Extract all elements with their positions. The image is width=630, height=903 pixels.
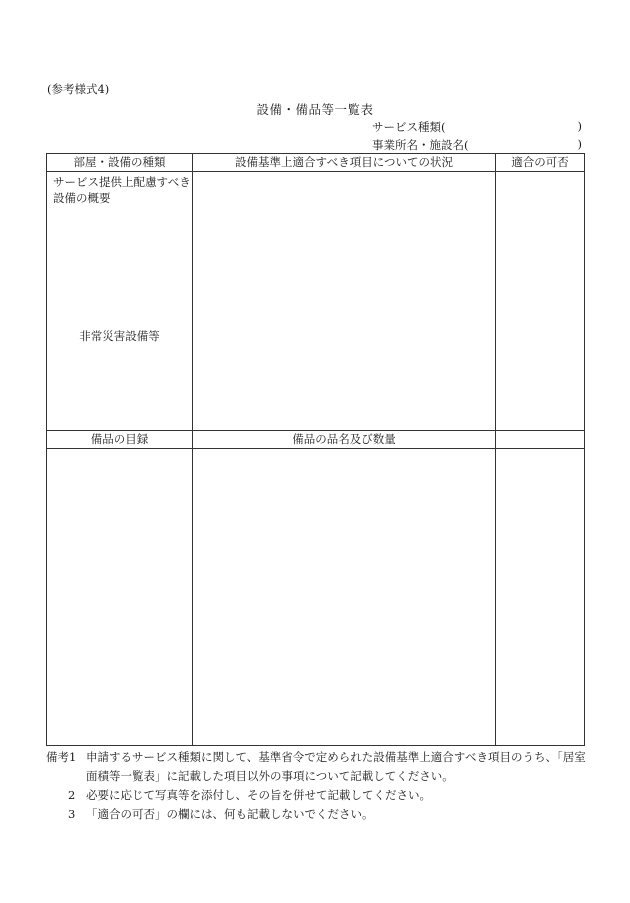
item-quantity-cell <box>193 449 496 746</box>
note-item <box>46 786 591 805</box>
equipment-table <box>46 153 585 746</box>
header-item-name-quantity: 備品の品名及び数量 <box>193 431 496 449</box>
note-number: 2 <box>68 788 76 802</box>
status-cell <box>193 172 496 431</box>
disaster-equipment-label: 非常災害設備等 <box>79 329 160 343</box>
note-item <box>46 805 591 824</box>
header-empty <box>496 431 585 449</box>
inventory-judgement-cell <box>496 449 585 746</box>
table-row <box>47 449 585 746</box>
facility-name-close-paren: ) <box>577 137 582 151</box>
service-type-label: サービス種類( <box>372 120 446 134</box>
inventory-cell <box>47 449 193 746</box>
document-title: 設備・備品等一覧表 <box>256 102 374 117</box>
header-room-equipment-type: 部屋・設備の種類 <box>47 154 193 172</box>
service-type-close-paren: ) <box>577 119 582 133</box>
service-type-field <box>372 119 582 135</box>
note-text: 申請するサービス種類に関して、基準省令で定められた設備基準上適合すべき項目のうち、「居室面積等一覧表」に記載した項目以外の事項について記載してください。 <box>86 750 586 783</box>
header-inventory-list: 備品の目録 <box>47 431 193 449</box>
note-text: 必要に応じて写真等を添付し、その旨を併せて記載してください。 <box>86 788 431 802</box>
note-item <box>46 748 591 786</box>
room-type-cell <box>47 172 193 431</box>
table-header-row <box>47 154 585 172</box>
facility-overview-label: サービス提供上配慮すべき設備の概要 <box>53 175 191 205</box>
note-number: 3 <box>68 807 76 821</box>
form-reference: (参考様式4) <box>47 82 110 96</box>
notes-section <box>46 748 591 824</box>
note-text: 「適合の可否」の欄には、何も記載しないでください。 <box>86 807 374 821</box>
header-compliance-judgement: 適合の可否 <box>496 154 585 172</box>
judgement-cell <box>496 172 585 431</box>
table-row <box>47 172 585 431</box>
note-number: 備考1 <box>46 750 77 764</box>
header-compliance-status: 設備基準上適合すべき項目についての状況 <box>193 154 496 172</box>
facility-name-label: 事業所名・施設名( <box>372 138 469 152</box>
section2-header-row <box>47 431 585 449</box>
facility-name-field <box>372 137 582 153</box>
